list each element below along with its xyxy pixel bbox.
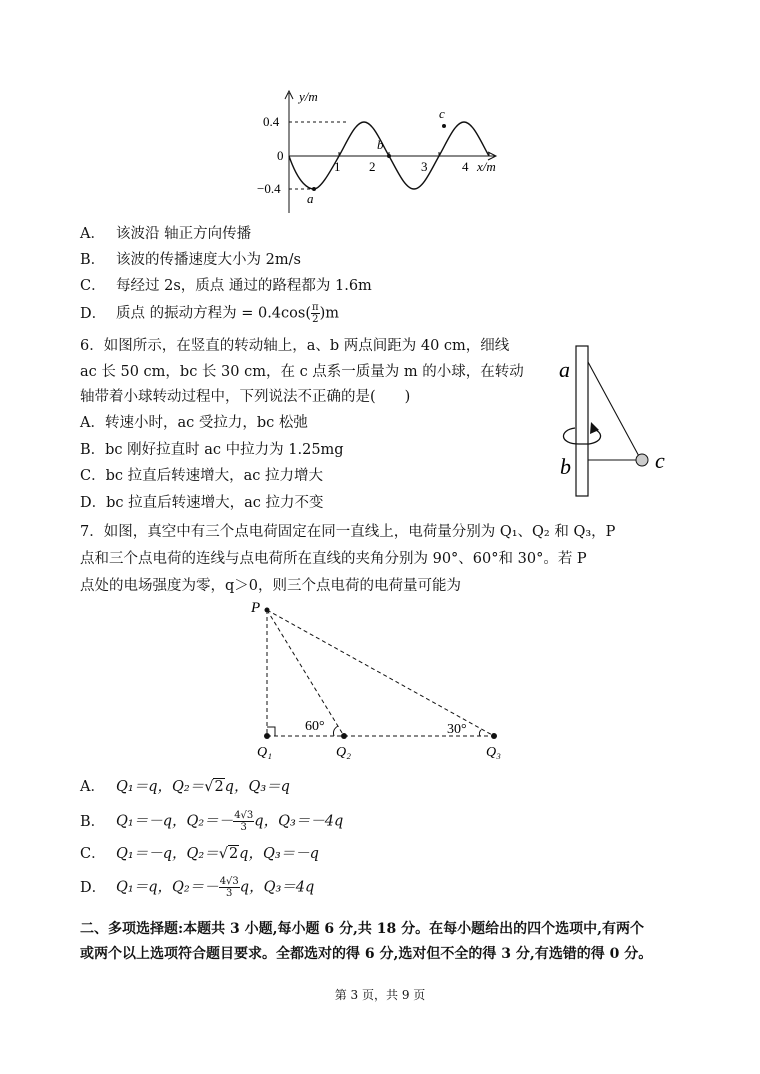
fig6-label-b: b bbox=[560, 454, 571, 479]
q7-d-part2: q，Q₃＝4q bbox=[239, 879, 315, 896]
wave-point-b bbox=[387, 154, 391, 158]
fig7-label-q1: Q₁ bbox=[257, 745, 272, 760]
q5-option-d bbox=[80, 302, 339, 325]
q6-line-2: ac 长 50 cm，bc 长 30 cm，在 c 点系一质量为 m 的小球，在转动 bbox=[80, 364, 524, 380]
q7-b-part2: q，Q₃＝－4q bbox=[254, 813, 344, 830]
q6-option-c: C．bc 拉直后转速增大，ac 拉力增大 bbox=[80, 468, 323, 484]
q7-c-sqrt-sign: √ bbox=[218, 846, 228, 862]
q5-option-d-fraction bbox=[311, 302, 320, 325]
charge-q2 bbox=[341, 733, 347, 739]
page-footer: 第 3 页，共 9 页 bbox=[334, 988, 426, 1002]
q5-option-a-label: A． bbox=[80, 226, 105, 242]
q5-option-c-text: 每经过 2s，质点 通过的路程都为 1.6m bbox=[116, 278, 372, 294]
q7-option-d bbox=[80, 876, 314, 899]
wave-label-a: a bbox=[307, 191, 314, 206]
q7-a-part1: Q₁＝q，Q₂＝ bbox=[116, 779, 205, 795]
charge-q1 bbox=[264, 733, 270, 739]
q7-line-3: 点处的电场强度为零，q＞0，则三个点电荷的电荷量可能为 bbox=[80, 578, 462, 594]
wave-graph bbox=[255, 85, 515, 215]
fig6-label-c: c bbox=[655, 448, 665, 473]
q5-option-d-text-pre: 质点 的振动方程为 = 0.4cos( bbox=[116, 305, 311, 322]
q5-option-d-label: D． bbox=[80, 305, 107, 322]
wave-xtick-2: 2 bbox=[369, 159, 376, 174]
rotating-shaft bbox=[576, 346, 588, 496]
q6-option-a: A．转速小时，ac 受拉力，bc 松弛 bbox=[80, 415, 308, 431]
q7-option-a-label: A． bbox=[80, 779, 105, 795]
string-ac bbox=[588, 362, 641, 460]
q7-option-b bbox=[80, 810, 343, 833]
ball-c bbox=[636, 454, 648, 466]
q7-a-sqrt bbox=[204, 777, 224, 797]
fig7-label-q3: Q₃ bbox=[486, 745, 501, 760]
q5-option-b-text: 该波的传播速度大小为 2m/s bbox=[116, 252, 301, 268]
q7-a-part2: q，Q₃＝q bbox=[224, 779, 290, 795]
q7-b-frac-num: 4√3 bbox=[234, 810, 254, 821]
q7-b-frac-den: 3 bbox=[240, 822, 247, 833]
q5-option-a bbox=[80, 224, 251, 244]
section2-line-2: 或两个以上选项符合题目要求。全都选对的得 6 分,选对但不全的得 3 分,有选错的得 0 分。 bbox=[80, 946, 653, 962]
q7-c-part2: q，Q₃＝－q bbox=[239, 846, 319, 862]
charges-figure bbox=[245, 596, 520, 764]
wave-xtick-3: 3 bbox=[421, 159, 428, 174]
q7-c-part1: Q₁＝－q，Q₂＝ bbox=[116, 846, 219, 862]
q7-b-fraction bbox=[233, 810, 254, 833]
q7-a-sqrt-sign: √ bbox=[204, 779, 214, 795]
q7-d-frac-den: 3 bbox=[226, 888, 233, 899]
q5-option-c bbox=[80, 276, 372, 296]
rotating-axis-figure bbox=[555, 340, 685, 502]
q6-line-3: 轴带着小球转动过程中，下列说法不正确的是( ) bbox=[80, 389, 411, 405]
q6-option-b: B．bc 刚好拉直时 ac 中拉力为 1.25mg bbox=[80, 442, 344, 458]
q7-b-part1: Q₁＝－q，Q₂＝－ bbox=[116, 813, 234, 830]
q7-d-part1: Q₁＝q，Q₂＝－ bbox=[116, 879, 219, 896]
q7-c-sqrt bbox=[219, 844, 239, 864]
rotation-arrowhead bbox=[590, 422, 599, 434]
fig7-label-30: 30° bbox=[447, 722, 467, 737]
q7-option-d-label: D． bbox=[80, 879, 107, 896]
q5-option-b bbox=[80, 250, 301, 270]
fig7-label-q2: Q₂ bbox=[336, 745, 351, 760]
wave-xtick-4: 4 bbox=[462, 159, 469, 174]
wave-ytick-top: 0.4 bbox=[263, 114, 280, 129]
q7-a-radicand: 2 bbox=[214, 779, 224, 795]
wave-ytick-bottom: −0.4 bbox=[257, 181, 281, 196]
wave-ytick-zero: 0 bbox=[277, 148, 284, 163]
q5-frac-den: 2 bbox=[312, 314, 319, 325]
fig7-label-p: P bbox=[251, 600, 261, 616]
q7-line-2: 点和三个点电荷的连线与点电荷所在直线的夹角分别为 90°、60°和 30°。若 P bbox=[80, 551, 587, 567]
q5-frac-num: π bbox=[312, 302, 319, 313]
wave-label-b: b bbox=[377, 137, 384, 152]
q5-option-c-label: C． bbox=[80, 278, 106, 294]
q7-d-frac-num: 4√3 bbox=[219, 876, 239, 887]
q6-line-1: 6．如图所示，在竖直的转动轴上，a、b 两点间距为 40 cm，细线 bbox=[80, 338, 510, 354]
q7-option-c-label: C． bbox=[80, 846, 106, 862]
q7-line-1: 7．如图，真空中有三个点电荷固定在同一直线上，电荷量分别为 Q₁、Q₂ 和 Q₃，P bbox=[80, 524, 616, 540]
q5-option-d-text-post: )m bbox=[319, 305, 339, 322]
q7-option-b-label: B． bbox=[80, 813, 106, 830]
wave-label-c: c bbox=[439, 106, 445, 121]
wave-ylabel: y/m bbox=[299, 89, 318, 104]
q6-option-d: D．bc 拉直后转速增大，ac 拉力不变 bbox=[80, 495, 324, 511]
q7-c-radicand: 2 bbox=[228, 846, 239, 862]
wave-point-c bbox=[442, 124, 446, 128]
line-p-q3 bbox=[267, 610, 494, 736]
fig6-label-a: a bbox=[559, 357, 570, 382]
q7-d-fraction bbox=[219, 876, 240, 899]
fig7-label-60: 60° bbox=[305, 719, 325, 734]
wave-xtick-1: 1 bbox=[334, 159, 341, 174]
point-p bbox=[265, 608, 270, 613]
angle-60-arc bbox=[333, 726, 338, 736]
charge-q3 bbox=[491, 733, 497, 739]
q5-option-a-text: 该波沿 轴正方向传播 bbox=[116, 226, 252, 242]
q7-option-a bbox=[80, 777, 290, 797]
line-p-q2 bbox=[267, 610, 344, 736]
wave-xlabel: x/m bbox=[477, 159, 496, 174]
q7-option-c bbox=[80, 844, 319, 864]
q5-option-b-label: B． bbox=[80, 252, 106, 268]
angle-30-arc bbox=[479, 730, 481, 736]
section2-line-1: 二、多项选择题:本题共 3 小题,每小题 6 分,共 18 分。在每小题给出的四个选项中,有两个 bbox=[80, 921, 644, 937]
